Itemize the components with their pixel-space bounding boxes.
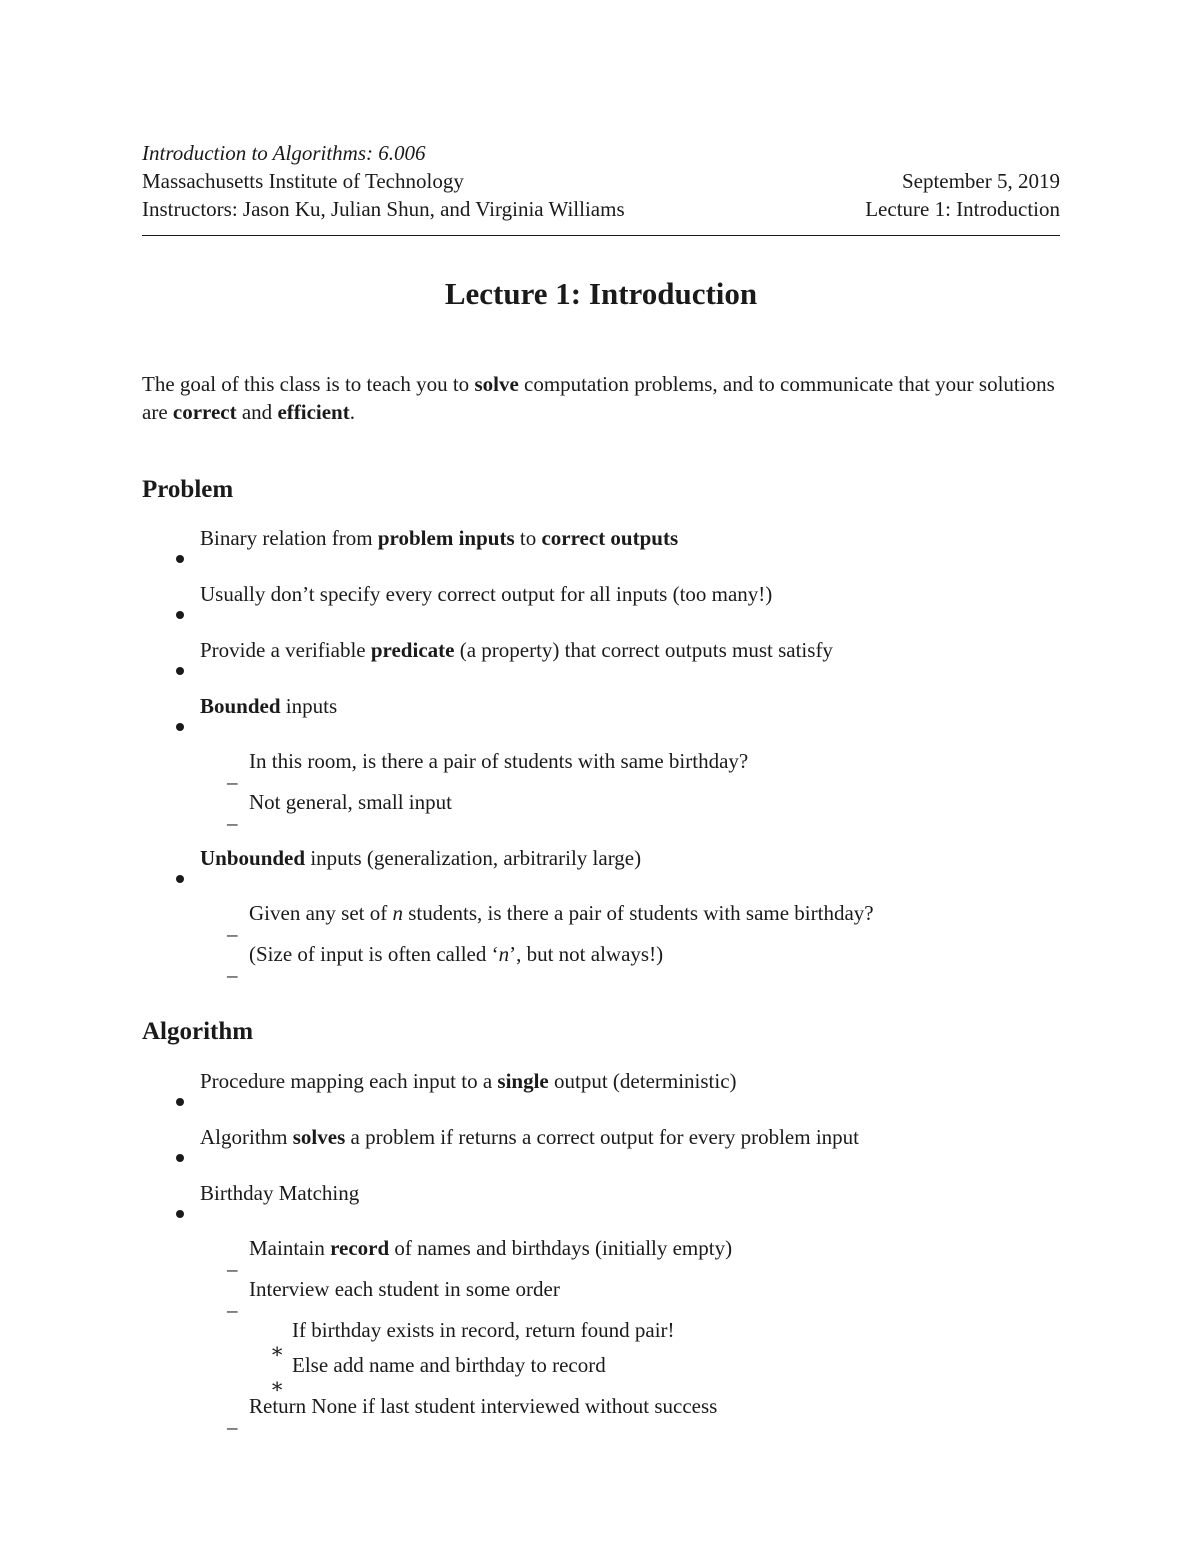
dash-icon: – — [227, 770, 238, 794]
item-text: of names and birthdays (initially empty) — [389, 1236, 733, 1260]
bullet-icon — [176, 555, 184, 563]
header-course — [142, 139, 1060, 167]
list-item — [200, 636, 833, 664]
page-title: Lecture 1: Introduction — [444, 276, 758, 311]
math-variable: n — [498, 942, 510, 966]
lecture-date: September 5, 2019 — [901, 169, 1060, 193]
item-text: If birthday exists in record, return found pair! — [292, 1318, 675, 1342]
item-bold: predicate — [370, 638, 455, 662]
item-text: inputs (generalization, arbitrarily large) — [305, 846, 642, 870]
institution: Massachusetts Institute of Technology — [142, 169, 464, 193]
sub-list-item — [227, 747, 749, 794]
bullet-icon — [176, 1210, 184, 1218]
asterisk-icon: ∗ — [270, 1374, 285, 1398]
item-text: Return None if last student interviewed without success — [249, 1394, 718, 1418]
item-bold: single — [497, 1069, 549, 1093]
dash-icon: – — [227, 1257, 238, 1281]
item-text: Maintain — [249, 1236, 331, 1260]
sub-sub-list-item — [270, 1316, 675, 1363]
dash-icon: – — [227, 963, 238, 987]
intro-paragraph — [142, 370, 1060, 426]
dash-icon: – — [227, 811, 238, 835]
item-bold: correct outputs — [541, 526, 679, 550]
item-text: ’, but not always!) — [509, 942, 664, 966]
item-text: Procedure mapping each input to a — [200, 1069, 498, 1093]
dash-icon: – — [227, 922, 238, 946]
item-bold: Unbounded — [200, 846, 306, 870]
list-item — [200, 580, 772, 608]
item-text: to — [514, 526, 542, 550]
dash-icon: – — [227, 1298, 238, 1322]
sub-sub-list-item — [270, 1351, 606, 1398]
item-text: a problem if returns a correct output for every problem input — [345, 1125, 859, 1149]
bullet-icon — [176, 1098, 184, 1106]
lecture-label: Lecture 1: Introduction — [865, 197, 1060, 221]
item-text: Algorithm — [200, 1125, 293, 1149]
item-bold: Bounded — [200, 694, 281, 718]
item-text: output (deterministic) — [548, 1069, 737, 1093]
item-text: Given any set of — [249, 901, 393, 925]
item-text: In this room, is there a pair of students with same birthday? — [249, 749, 749, 773]
bullet-icon — [176, 667, 184, 675]
header-rule — [142, 235, 1060, 236]
item-text: Interview each student in some order — [249, 1277, 560, 1301]
instructors: Instructors: Jason Ku, Julian Shun, and Virginia Williams — [142, 197, 625, 221]
list-item — [200, 692, 337, 720]
list-item — [200, 844, 641, 872]
math-variable: n — [392, 901, 403, 925]
item-bold: problem inputs — [377, 526, 515, 550]
section-heading-algorithm: Algorithm — [142, 1018, 254, 1045]
bullet-icon — [176, 1154, 184, 1162]
bullet-icon — [176, 611, 184, 619]
sub-list-item — [227, 940, 664, 987]
item-bold: solves — [292, 1125, 346, 1149]
item-bold: record — [330, 1236, 390, 1260]
intro-bold-correct: correct — [172, 400, 237, 424]
item-text: students, is there a pair of students with same birthday? — [402, 901, 874, 925]
item-text: Else add name and birthday to record — [292, 1353, 606, 1377]
course-title: Introduction to Algorithms: 6.006 — [142, 141, 426, 165]
section-heading-problem: Problem — [142, 476, 234, 503]
intro-text: . — [349, 400, 355, 424]
list-item — [200, 1123, 859, 1151]
intro-bold-solve: solve — [474, 372, 519, 396]
item-text: Birthday Matching — [200, 1181, 360, 1205]
intro-text: and — [236, 400, 278, 424]
item-text: Not general, small input — [249, 790, 452, 814]
dash-icon: – — [227, 1415, 238, 1439]
bullet-icon — [176, 875, 184, 883]
asterisk-icon: ∗ — [270, 1339, 285, 1363]
sub-list-item — [227, 1275, 560, 1322]
list-item — [200, 1179, 359, 1207]
item-text: Usually don’t specify every correct output for all inputs (too many!) — [200, 582, 773, 606]
sub-list-item — [227, 1392, 718, 1439]
intro-text: computation problems, and to communicate that your solutions are — [142, 372, 1055, 424]
item-text: (a property) that correct outputs must satisfy — [454, 638, 833, 662]
item-text: inputs — [280, 694, 338, 718]
item-text: Provide a verifiable — [200, 638, 371, 662]
header-institution-row — [142, 167, 1060, 195]
intro-text: The goal of this class is to teach you to — [142, 372, 475, 396]
sub-list-item — [227, 788, 452, 835]
item-text: (Size of input is often called ‘ — [249, 942, 499, 966]
list-item — [200, 1067, 737, 1095]
item-text: Binary relation from — [200, 526, 378, 550]
sub-list-item — [227, 1234, 733, 1281]
list-item — [200, 524, 678, 552]
bullet-icon — [176, 723, 184, 731]
sub-list-item — [227, 899, 874, 946]
document-page — [142, 0, 1060, 1553]
intro-bold-efficient: efficient — [277, 400, 350, 424]
header-instructors-row — [142, 195, 1060, 223]
